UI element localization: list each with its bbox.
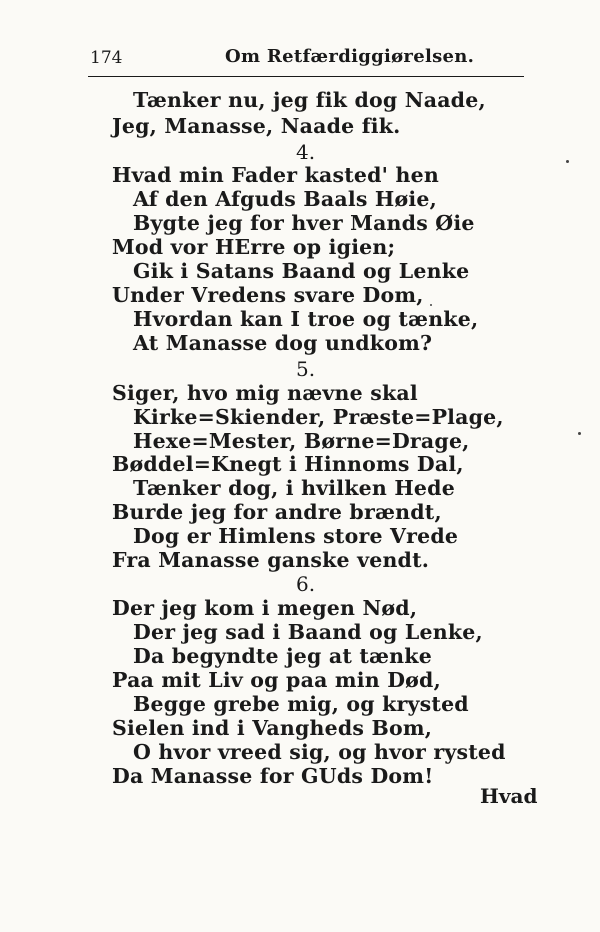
- stanza-number: 4.: [296, 140, 316, 164]
- print-speck: [430, 304, 432, 306]
- verse-line: Hvad min Fader kasted' hen: [112, 163, 439, 187]
- print-speck: [578, 432, 581, 435]
- running-title: Om Retfærdiggiørelsen.: [225, 46, 475, 67]
- verse-line: Jeg, Manasse, Naade fik.: [112, 114, 401, 138]
- verse-line: Hvordan kan I troe og tænke,: [133, 307, 479, 331]
- page-number: 174: [90, 48, 123, 68]
- verse-line: At Manasse dog undkom?: [133, 331, 433, 355]
- print-speck: [566, 160, 569, 163]
- verse-line: Tænker dog, i hvilken Hede: [133, 476, 455, 500]
- verse-line: Hexe=Mester, Børne=Drage,: [133, 429, 470, 453]
- stanza-number: 5.: [296, 357, 316, 381]
- verse-line: Paa mit Liv og paa min Død,: [112, 668, 441, 692]
- verse-line: Sielen ind i Vangheds Bom,: [112, 716, 433, 740]
- verse-line: Gik i Satans Baand og Lenke: [133, 259, 470, 283]
- verse-line: Da begyndte jeg at tænke: [133, 644, 432, 668]
- verse-line: Mod vor HErre op igien;: [112, 235, 396, 259]
- verse-line: Fra Manasse ganske vendt.: [112, 548, 430, 572]
- header-rule: [88, 76, 524, 77]
- verse-line: Dog er Himlens store Vrede: [133, 524, 459, 548]
- verse-line: Af den Afguds Baals Høie,: [133, 187, 437, 211]
- verse-line: O hvor vreed sig, og hvor rysted: [133, 740, 506, 764]
- catchword: Hvad: [480, 784, 538, 808]
- verse-line: Da Manasse for GUds Dom!: [112, 764, 434, 788]
- verse-line: Der jeg sad i Baand og Lenke,: [133, 620, 483, 644]
- stanza-number: 6.: [296, 572, 316, 596]
- verse-line: Under Vredens svare Dom,: [112, 283, 424, 307]
- verse-line: Der jeg kom i megen Nød,: [112, 596, 418, 620]
- verse-line: Kirke=Skiender, Præste=Plage,: [133, 405, 504, 429]
- verse-line: Tænker nu, jeg fik dog Naade,: [133, 88, 486, 112]
- verse-line: Begge grebe mig, og krysted: [133, 692, 469, 716]
- verse-line: Siger, hvo mig nævne skal: [112, 381, 418, 405]
- verse-line: Burde jeg for andre brændt,: [112, 500, 442, 524]
- verse-line: Bygte jeg for hver Mands Øie: [133, 211, 475, 235]
- verse-line: Bøddel=Knegt i Hinnoms Dal,: [112, 452, 464, 476]
